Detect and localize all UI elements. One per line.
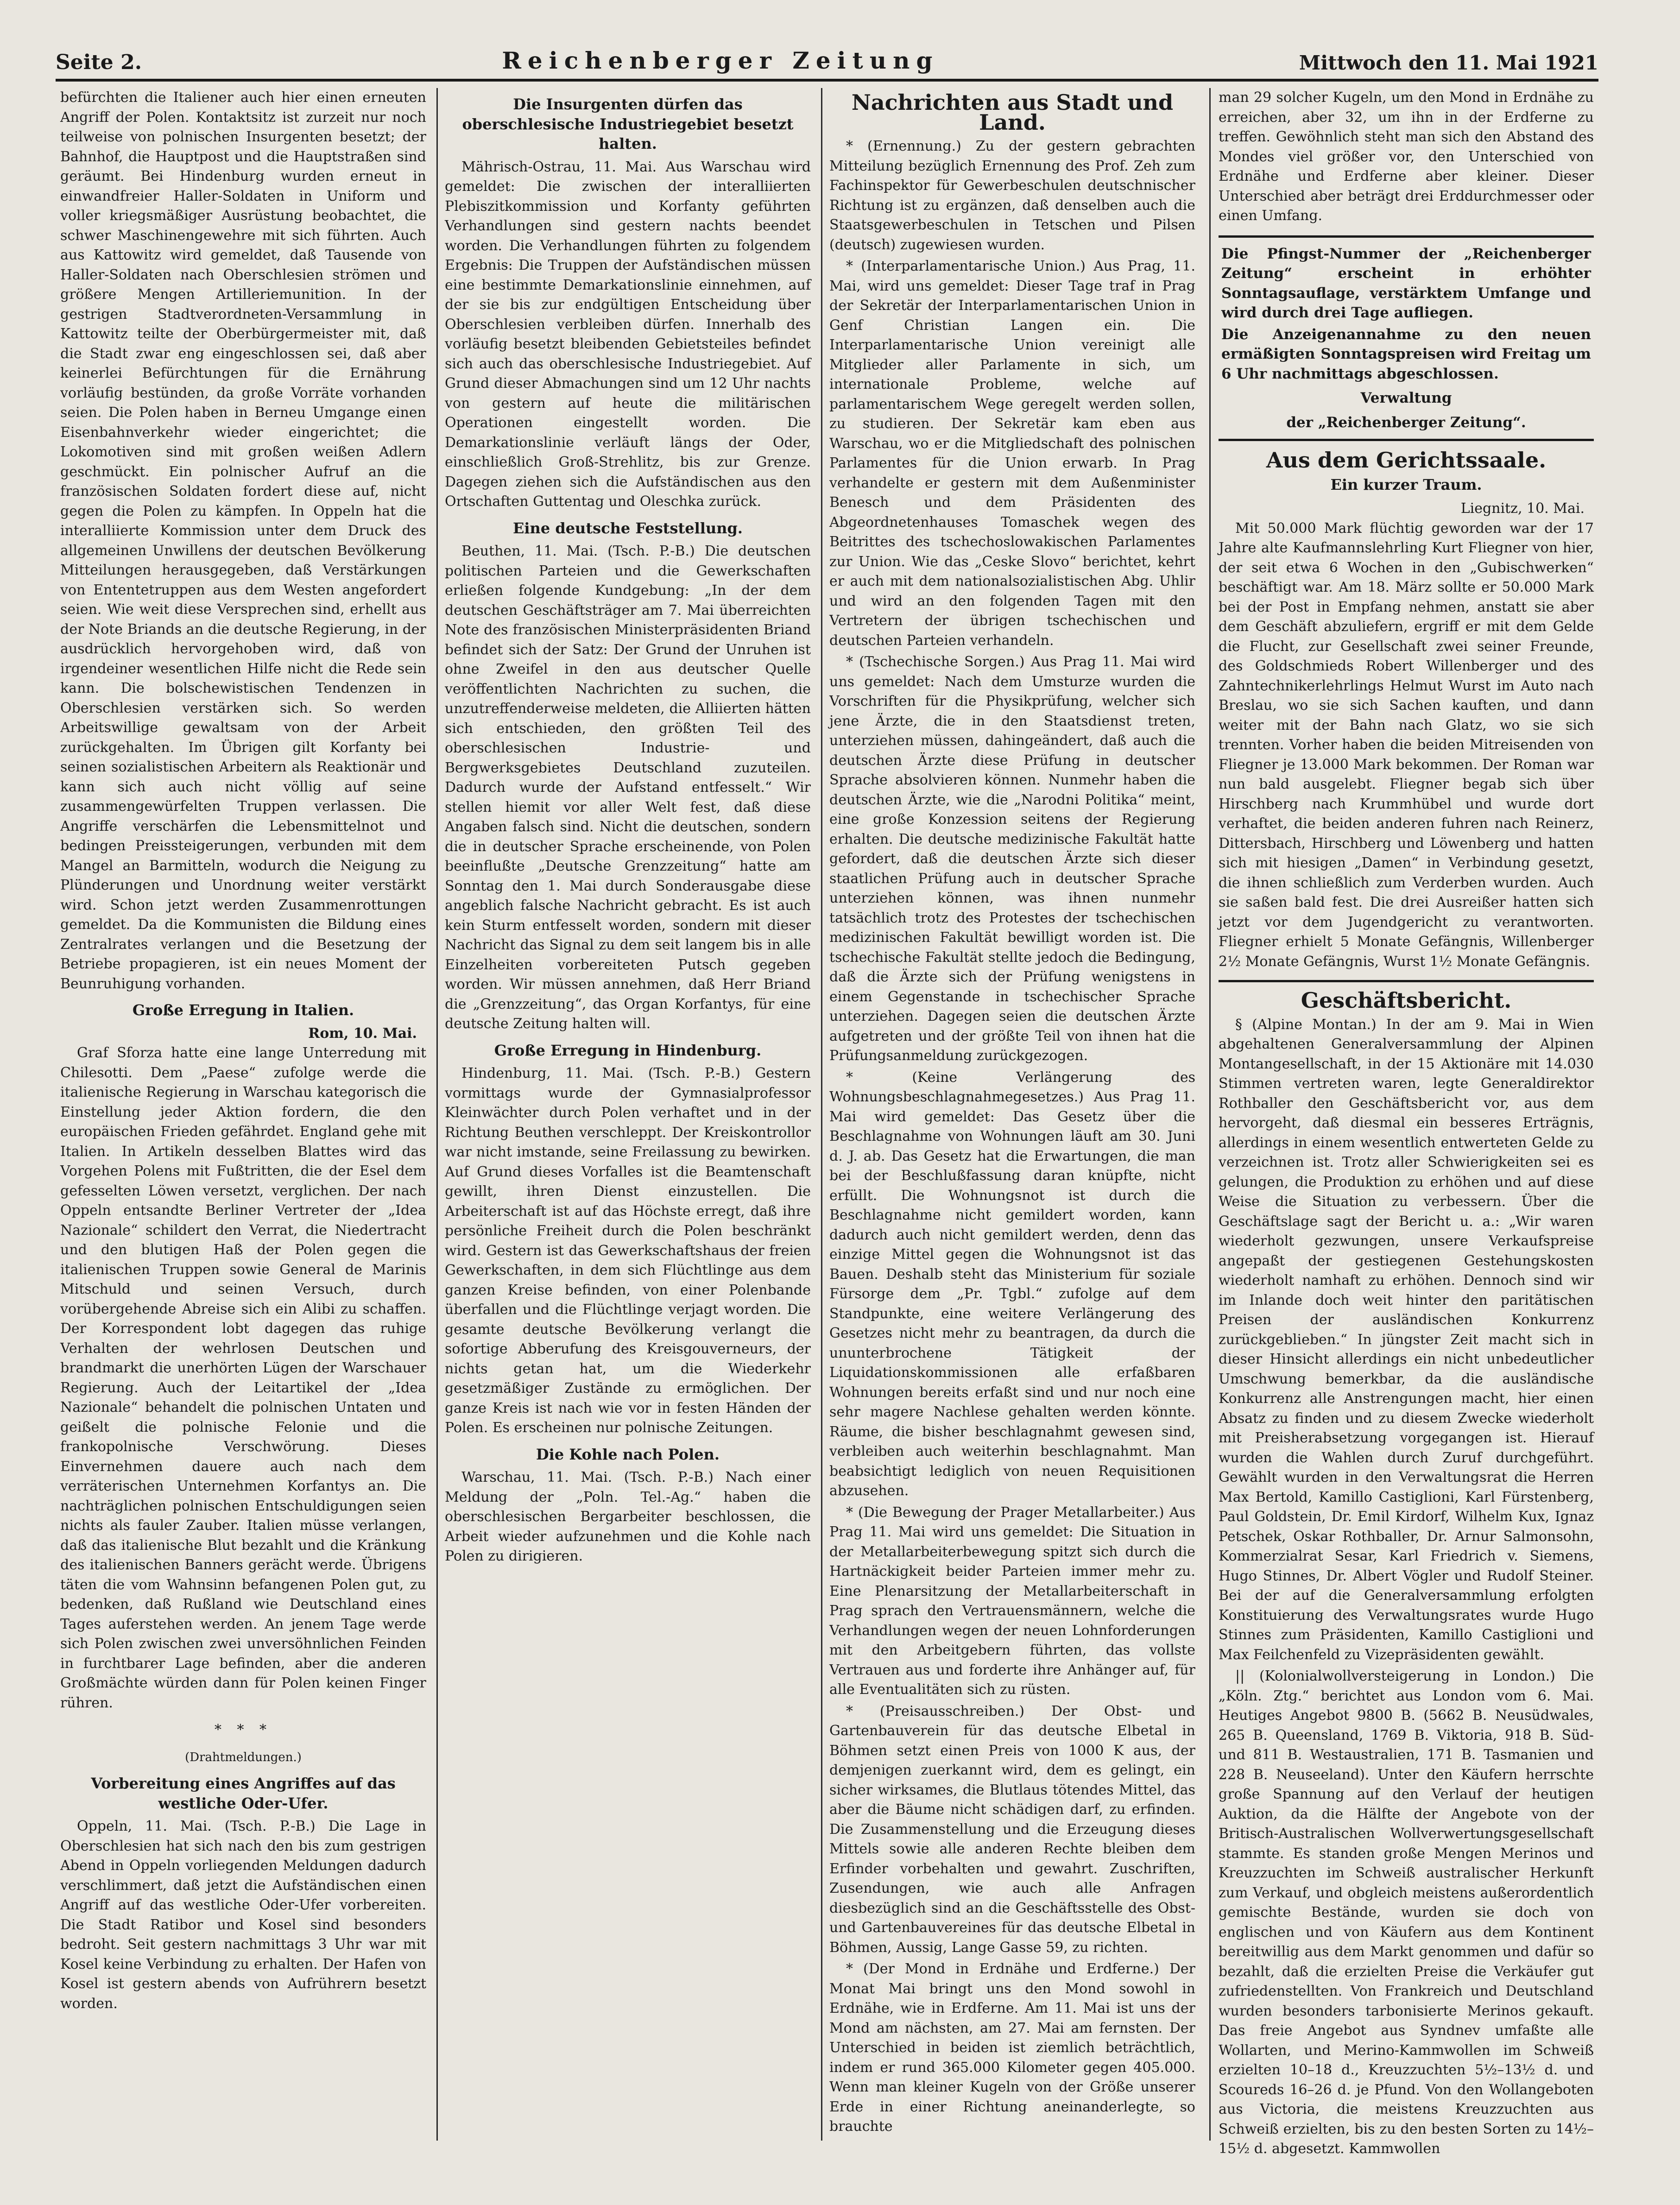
article-headline: Die Insurgenten dürfen das oberschlesische Industriegebiet besetzt halten. [462, 95, 794, 152]
article-body: Warschau, 11. Mai. (Tsch. P.-B.) Nach einer Meldung der „Poln. Tel.-Ag.“ haben die oberschlesischen Bergarbeiter beschlossen, die Arbeit wieder aufzunehmen und die Kohle nach Polen zu dirigieren. [445, 1469, 811, 1564]
section-headline: Geschäftsbericht. [1301, 988, 1512, 1013]
article-subheadline: Ein kurzer Traum. [1330, 475, 1482, 493]
column-1 [60, 88, 426, 2141]
article-headline: Eine deutsche Feststellung. [513, 519, 743, 537]
article-continuation: befürchten die Italiener auch hier einen erneuten Angriff der Polen. Kontaktsitz ist zurzeit nur noch teilweise von polnischen Insurgenten besetzt; der Bahnhof, die Hauptpost und die Hauptstraßen sind geräumt. Bei Hindenburg wurden erneut in einwandfreier Haller-Soldaten in Uniform und voller kriegsmäßiger Ausrüstung beobachtet, die schwer Maschinengewehre mit sich führten. Auch aus Kattowitz wird gemeldet, daß Tausende von Haller-Soldaten nach Oberschlesien strömen und größere Mengen Artilleriemunition. In der gestrigen Stadtverordneten-Versammlung in Kattowitz teilte der Oberbürgermeister mit, daß die Stadt zwar eng eingeschlossen sei, daß aber keinerlei Befürchtungen für die Ernährung vorläufig bestünden, da große Vorräte vorhanden seien. Die Polen haben in Berneu Umgange einen Eisenbahnverkehr wieder eingerichtet; die Lokomotiven sind mit großen weißen Adlern geschmückt. Ein polnischer Aufruf an die französischen Soldaten fordert diese auf, nicht gegen die Polen zu kämpfen. In Oppeln hat die interalliierte Kommission unter dem Druck des allgemeinen Unwillens der deutschen Bevölkerung Mitteilungen herausgegeben, daß Verstärkungen von Ententetruppen aus dem Westen angefordert seien. Wie weit diese Versprechen sind, erhellt aus der Note Briands an die deutsche Regierung, in der ausdrücklich hervorgehoben wird, daß von irgendeiner wesentlichen Hilfe nicht die Rede sein kann. Die bolschewistischen Tendenzen in Oberschlesien verstärken sich. So werden Arbeitswillige gewaltsam von der Arbeit zurückgehalten. Im Übrigen gilt Korfanty bei seinen sozialistischen Arbeitern als Reaktionär und kann sich auch nicht völlig auf seine zusammengewürfelten Truppen verlassen. Die Angriffe verschärfen die Lebensmittelnot und bedingen Preissteigerungen, verbunden mit dem Mangel an Barmitteln, wodurch die Neigung zu Plünderungen und Unordnung weiter verstärkt wird. Schon jetzt werden Zusammenrottungen gemeldet. Da die Kommunisten die Bildung eines Zentralrates verlangen und die Besetzung der Betriebe propagieren, ist ein neues Moment der Beunruhigung vorhanden. [60, 89, 426, 992]
article-body: || (Kolonialwollversteigerung in London.) Die „Köln. Ztg.“ berichtet aus London vom 6. Mai. Heutiges Angebot 9800 B. (5662 B. Neusüdwales, 265 B. Queensland, 1769 B. Viktoria, 918 B. Süd- und 811 B. Westaustralien, 171 B. Tasmanien und 228 B. Neuseeland). Unter den Käufern herrschte große Spannung auf den Verlauf der heutigen Auktion, da die Hälfte der Angebote von der Britisch-Australischen Wollverwertungsgesellschaft stammte. Es standen große Mengen Merinos und Kreuzzuchten im Schweiß australischer Herkunft zum Verkauf, und obgleich meistens außerordentlich gemischte Bestände, wurden sie doch von englischen und von Käufern aus dem Kontinent bereitwillig aus dem Markt genommen und dafür so bezahlt, daß die erzielten Preise die Verkäufer gut zufriedenstellten. Von Frankreich und Deutschland wurden besonders tarbonisierte Merinos gekauft. Das freie Angebot aus Syndnev umfaßte alle Wollarten, und Merino-Kammwollen im Schweiß erzielten 10–18 d., Kreuzzuchten 5½–13½ d. und Scoureds 16–26 d. je Pfund. Von den Wollangeboten aus Victoria, die meistens Kreuzzuchten aus Schweiß erzielten, bis zu den besten Sorten zu 14½–15½ d. abgesetzt. Kammwollen [1219, 1668, 1594, 2157]
column-divider [436, 88, 438, 2141]
publisher-notice [1219, 235, 1594, 442]
article-headline: Große Erregung in Hindenburg. [494, 1041, 762, 1059]
notice-signature: Verwaltung [1360, 390, 1452, 406]
column-3 [829, 88, 1195, 2141]
header-rule [56, 79, 1598, 82]
news-item: * (Die Bewegung der Prager Metallarbeiter.) Aus Prag 11. Mai wird uns gemeldet: Die Situation in der Metallarbeiterbewegung spitzt sich durch die Hartnäckigkeit beider Parteien immer mehr zu. Eine Plenarsitzung der Metallarbeiterschaft in Prag sprach den Vertrauensmännern, welche die Verhandlungen wegen der neuen Lohnforderungen mit den Arbeitgebern führten, das vollste Vertrauen aus und forderte ihre Anhänger auf, für alle Eventualitäten sich zu rüsten. [829, 1504, 1195, 1698]
article-headline: Große Erregung in Italien. [132, 1001, 354, 1019]
article-body: Mährisch-Ostrau, 11. Mai. Aus Warschau wird gemeldet: Die zwischen der interalliierten Plebiszitkommission und Korfanty geführten Verhandlungen sind gestern nachts beendet worden. Die Verhandlungen führten zu folgendem Ergebnis: Die Truppen der Aufständischen müssen eine bestimmte Demarkationslinie einnehmen, auf der sie bis zur endgültigen Entscheidung über Oberschlesien verbleiben dürfen. Innerhalb des vorläufig besetzt bleibenden Gebietsteiles befindet sich auch das oberschlesische Industriegebiet. Auf Grund dieser Abmachungen sind um 12 Uhr nachts von gestern auf heute die militärischen Operationen eingestellt worden. Die Demarkationslinie verläuft längs der Oder, einschließlich Groß-Strehlitz, bis zur Grenze. Dagegen ziehen sich die Aufständischen aus den Ortschaften Guttentag und Oleschka zurück. [445, 158, 811, 510]
section-headline: Nachrichten aus Stadt und Land. [851, 90, 1174, 135]
notice-text: Die Pfingst-Nummer der „Reichenberger Zeitung“ erscheint in erhöhter Sonntagsauflage, verstärktem Umfange und wird durch drei Tage aufliegen. [1221, 245, 1591, 321]
issue-date: Mittwoch den 11. Mai 1921 [1299, 51, 1598, 74]
news-item: * (Der Mond in Erdnähe und Erdferne.) Der Monat Mai bringt uns den Mond sowohl in Erdnähe, wie in Erdferne. Am 11. Mai ist uns der Mond am nächsten, am 27. Mai am fernsten. Der Unterschied in beiden ist ziemlich beträchtlich, indem er rund 365.000 Kilometer gegen 405.000. Wenn man kleiner Kugeln von der Größe unserer Erde in einer Richtung aneinanderlegte, so brauchte [829, 1961, 1195, 2135]
article-continuation: man 29 solcher Kugeln, um den Mond in Erdnähe zu erreichen, aber 32, um ihn in der Erdferne zu treffen. Gewöhnlich steht man sich den Abstand des Mondes viel größer vor, den Unterschied von Erdnähe und Erdferne aber kleiner. Dieser Unterschied aber beträgt drei Erddurchmesser oder einen Umfang. [1219, 89, 1594, 224]
article-body: Beuthen, 11. Mai. (Tsch. P.-B.) Die deutschen politischen Parteien und die Gewerkschaften erließen folgende Kundgebung: „In der dem deutschen Geschäftsträger am 7. Mai überreichten Note des französischen Ministerpräsidenten Briand befindet sich der Satz: Der Grund der Unruhen ist ohne Zweifel in den aus deutscher Quelle veröffentlichten Nachrichten zu suchen, die unzutreffenderweise meldeten, die Alliierten hätten sich entschieden, den größten Teil des oberschlesischen Industrie- und Bergwerksgebietes Deutschland zuzuteilen. Dadurch wurde der Aufstand entfesselt.“ Wir stellen hiemit vor aller Welt fest, daß diese Angaben falsch sind. Nicht die deutschen, sondern die in deutscher Sprache erscheinende, von Polen beeinflußte „Deutsche Grenzzeitung“ hatte am Sonntag den 1. Mai durch Sonderausgabe diese angeblich falsche Nachricht gebracht. Es ist auch kein Sturm entfesselt worden, sondern mit dieser Nachricht das Signal zu dem seit langem bis in alle Einzelheiten vorbereiteten Putsch gegeben worden. Wir müssen annehmen, daß Herr Briand die „Grenzzeitung“, das Organ Korfantys, für eine deutsche Zeitung halten will. [445, 543, 811, 1032]
column-divider [821, 88, 822, 2141]
section-headline: Aus dem Gerichtssaale. [1266, 448, 1547, 473]
notice-text: Die Anzeigenannahme zu den neuen ermäßigten Sonntagspreisen wird Freitag um 6 Uhr nachmittags abgeschlossen. [1221, 326, 1591, 382]
article-body: Mit 50.000 Mark flüchtig geworden war der 17 Jahre alte Kaufmannslehrling Kurt Fliegner von hier, der seit etwa 6 Wochen in den „Gubischwerken“ beschäftigt war. Am 18. März sollte er 50.000 Mark bei der Post in Empfang nehmen, anstatt sie aber dem Geschäft abzuliefern, ergriff er mit dem Gelde die Flucht, zur Gesellschaft zwei seiner Freunde, des Goldschmieds Robert Willenberger und des Zahntechnikerlehrlings Helmut Wurst im Auto nach Breslau, wo sie sich Sachen kauften, und dann weiter mit der Bahn nach Glatz, wo sie sich trennten. Vorher haben die beiden Mitreisenden von Fliegner je 13.000 Mark bekommen. Der Roman war nun bald ausgelebt. Fliegner begab sich über Hirschberg nach Krummhübel und wurde dort verhaftet, die beiden anderen fuhren nach Reinerz, Dittersbach, Hirschberg und Löwenberg und hatten sich mit hiesigen „Damen“ in Verbindung gesetzt, die ihnen schließlich zum Verderben wurden. Auch sie saßen bald fest. Die drei Ausreißer hatten sich jetzt vor dem Jugendgericht zu verantworten. Fliegner erhielt 5 Monate Gefängnis, Willenberger 2½ Monate Gefängnis, Wurst 1½ Monate Gefängnis. [1219, 520, 1594, 970]
article-body: Graf Sforza hatte eine lange Unterredung mit Chilesotti. Dem „Paese“ zufolge werde die italienische Regierung in Warschau kategorisch die Einstellung jeder Aktion fordern, die den europäischen Frieden gefährdet. England gehe mit Italien. In Artikeln desselben Blattes wird das Vorgehen Polens mit Fußtritten, die der Esel dem gefesselten Löwen versetzt, verglichen. Der nach Oppeln entsandte Berliner Vertreter der „Idea Nazionale“ schildert den Verrat, die Niedertracht und den blutigen Haß der Polen gegen die italienischen Truppen sowie General de Marinis Mitschuld und seinen Versuch, durch vorübergehende Abreise sich ein Alibi zu schaffen. Der Korrespondent lobt dagegen das ruhige Verhalten der wehrlosen Deutschen und brandmarkt die unerhörten Lügen der Warschauer Regierung. Auch der Leitartikel der „Idea Nazionale“ behandelt die polnischen Untaten und geißelt die polnische Felonie und die frankopolnische Verschwörung. Dieses Einvernehmen dauere auch nach dem verräterischen Unternehmen Korfantys an. Die nachträglichen polnischen Entschuldigungen seien nichts als fauler Zauber. Italien müsse verlangen, daß das italienische Blut bezahlt und die Kränkung des italienischen Banners gerächt werde. Übrigens täten die vom Wahnsinn befangenen Polen gut, zu bedenken, daß Rußland wie Deutschland eines Tages auferstehen werden. An jenem Tage werde sich Polen zwischen zwei unversöhnlichen Feinden in furchtbarer Lage befinden, aber die anderen Großmächte würden dann für Polen keinen Finger rühren. [60, 1045, 426, 1711]
newspaper-title: Reichenberger Zeitung [502, 47, 939, 74]
section-separator: * * * [214, 1722, 272, 1738]
notice-signature: der „Reichenberger Zeitung“. [1286, 414, 1526, 431]
page-number: Seite 2. [56, 51, 142, 74]
section-label: (Drahtmeldungen.) [185, 1750, 302, 1764]
news-item: * (Preisausschreiben.) Der Obst- und Gartenbauverein für das deutsche Elbetal in Böhmen setzt einen Preis von 1000 K aus, der demjenigen zuerkannt wird, dem es gelingt, ein sicher wirksames, die Blutlaus tötendes Mittel, das aber die Bäume nicht schädigen darf, zu erfinden. Die Zusammenstellung und die Erzeugung dieses Mittels sowie alle anderen Rechte bleiben dem Erfinder vorbehalten und gewahrt. Zuschriften, Zusendungen, wie auch alle Anfragen diesbezüglich sind an die Geschäftsstelle des Obst- und Gartenbauvereines für das deutsche Elbetal in Böhmen, Aussig, Lange Gasse 59, zu richten. [829, 1703, 1195, 1956]
article-body: § (Alpine Montan.) In der am 9. Mai in Wien abgehaltenen Generalversammlung der Alpinen Montangesellschaft, in der 15 Aktionäre mit 14.030 Stimmen vertreten waren, legte Generaldirektor Rothballer den Geschäftsbericht vor, aus dem hervorgeht, daß diesmal ein besseres Erträgnis, allerdings in einem wesentlich entwerteten Gelde zu verzeichnen ist. Trotz aller Schwierigkeiten sei es gelungen, die Produktion zu erhöhen und auf diese Weise die Situation zu verbessern. Über die Geschäftslage sagt der Bericht u. a.: „Wir waren wiederholt gezwungen, unsere Verkaufspreise angepaßt der gestiegenen Gestehungskosten wiederholt namhaft zu erhöhen. Dennoch sind wir im Inlande doch weit hinter den paritätischen Preisen der ausländischen Konkurrenz zurückgeblieben.“ In jüngster Zeit macht sich in dieser Hinsicht allerdings ein nicht unbedeutlicher Umschwung bemerkbar, da die ausländische Konkurrenz alle Anstrengungen macht, hier einen Absatz zu finden und zu diesem Zwecke wiederholt mit Preisherabsetzung vorgegangen ist. Hierauf wurden die Wahlen durch Zuruf durchgeführt. Gewählt wurden in den Verwaltungsrat die Herren Max Bertold, Kamillo Castiglioni, Karl Fürstenberg, Paul Goldstein, Dr. Emil Kirdorf, Wilhelm Kux, Ignaz Petschek, Oskar Rothballer, Dr. Arnur Salmonsohn, Kommerzialrat Sesar, Karl Friedrich v. Siemens, Hugo Stinnes, Dr. Albert Vögler und Rudolf Steiner. Bei der auf die Generalversammlung erfolgten Konstituierung des Verwaltungsrates wurde Hugo Stinnes zum Präsidenten, Kamillo Castiglioni und Max Feilchenfeld zu Vizepräsidenten gewählt. [1219, 1016, 1594, 1663]
masthead [56, 42, 1598, 74]
news-item: * (Ernennung.) Zu der gestern gebrachten Mitteilung bezüglich Ernennung des Prof. Zeh zum Fachinspektor für Gewerbeschulen deutschnischer Richtung ist zu ergänzen, daß denselben auch die Staatsgewerbeschulen in Tetschen und Pilsen (deutsch) zugewiesen wurden. [829, 138, 1195, 253]
section-rule [1219, 980, 1594, 982]
article-body: Oppeln, 11. Mai. (Tsch. P.-B.) Die Lage in Oberschlesien hat sich nach den bis zum gestrigen Abend in Oppeln vorliegenden Meldungen dadurch verschlimmert, daß jetzt die Aufständischen einen Angriff auf das westliche Oder-Ufer vorbereiten. Die Stadt Ratibor und Kosel sind besonders bedroht. Seit gestern nachmittags 3 Uhr war mit Kosel keine Verbindung zu erhalten. Der Hafen von Kosel ist gestern abends von Aufrührern besetzt worden. [60, 1818, 426, 2012]
column-4 [1219, 88, 1594, 2157]
article-body: Hindenburg, 11. Mai. (Tsch. P.-B.) Gestern vormittags wurde der Gymnasialprofessor Kleinwächter durch Polen verhaftet und in der Richtung Beuthen verschleppt. Der Kreiskontrollor war nicht imstande, seine Freilassung zu bewirken. Auf Grund dieses Vorfalles ist die Beamtenschaft gewillt, ihren Dienst einzustellen. Die Arbeiterschaft ist auf das Höchste erregt, daß ihre persönliche Freiheit durch die Polen beschränkt wird. Gestern ist das Gewerkschaftshaus der freien Gewerkschaften, in dem sich Flüchtlinge aus dem ganzen Kreise befinden, von einer Polenbande überfallen und die Flüchtlinge verjagt worden. Die gesamte deutsche Bevölkerung verlangt die sofortige Abberufung des Kreisgouverneurs, der nichts getan hat, um die Wiederkehr gesetzmäßiger Zustände zu ermöglichen. Der ganze Kreis ist nach wie vor in festen Händen der Polen. Es erscheinen nur polnische Zeitungen. [445, 1065, 811, 1436]
column-2 [445, 88, 811, 2141]
dateline: Rom, 10. Mai. [308, 1025, 417, 1042]
column-divider [1209, 88, 1211, 2141]
news-item: * (Tschechische Sorgen.) Aus Prag 11. Mai wird uns gemeldet: Nach dem Umsturze wurden die Vorschriften für die Physikprüfung, welcher sich jene Ärzte, die in den Staatsdienst treten, unterziehen müssen, dahingeändert, daß auch die deutschen Ärzte diese Prüfung in deutscher Sprache absolvieren können. Nunmehr haben die deutschen Ärzte, wie die „Narodni Politika“ meint, eine große Konzession seitens der Regierung erhalten. Die deutsche medizinische Fakultät hatte gefordert, daß die deutschen Ärzte sich dieser staatlichen Prüfung auch in deutscher Sprache unterziehen können, was ihnen nunmehr tatsächlich trotz des Protestes der tschechischen medizinischen Fakultät bewilligt worden ist. Die tschechische Fakultät stellte jedoch die Bedingung, daß die Ärzte sich der Prüfung wenigstens in einem Gegenstande in tschechischer Sprache unterziehen. Dagegen seien die deutschen Ärzte aufgetreten und der größte Teil von ihnen hat die Prüfungsanmeldung zurückgezogen. [829, 654, 1195, 1064]
news-item: * (Interparlamentarische Union.) Aus Prag, 11. Mai, wird uns gemeldet: Dieser Tage traf in Prag der Sekretär der Interparlamentarischen Union in Genf Christian Langen ein. Die Interparlamentarische Union vereinigt alle Mitglieder aller Parlamente in sich, um internationale Probleme, welche auf parlamentarischem Wege geregelt werden sollen, zu studieren. Der Sekretär kam eben aus Warschau, wo er die Mitgliedschaft des polnischen Parlamentes für die Union erwarb. In Prag verhandelte er gestern mit dem Außenminister Benesch und dem Präsidenten des Abgeordnetenhauses Tomaschek wegen des Beitrittes des tschechoslowakischen Parlamentes zur Union. Wie das „Ceske Slovo“ berichtet, kehrt er auch mit dem nationalsozialistischen Abg. Uhlir und wird an den folgenden Tagen mit den Vertretern der übrigen tschechischen und deutschen Parteien verhandeln. [829, 258, 1195, 649]
article-headline: Die Kohle nach Polen. [536, 1445, 720, 1463]
article-headline: Vorbereitung eines Angriffes auf das westliche Oder-Ufer. [91, 1775, 396, 1812]
dateline: Liegnitz, 10. Mai. [1460, 500, 1585, 517]
news-item: * (Keine Verlängerung des Wohnungsbeschlagnahmegesetzes.) Aus Prag 11. Mai wird gemeldet: Das Gesetz über die Beschlagnahme von Wohnungen läuft am 30. Juni d. J. ab. Das Gesetz hat die Erwartungen, die man bei der Beschlußfassung daran knüpfte, nicht erfüllt. Die Wohnungsnot ist durch die Beschlagnahme nicht gemildert worden, kann dadurch auch nicht gemildert werden, denn das einzige Mittel gegen die Wohnungsnot ist das Bauen. Deshalb steht das Ministerium für soziale Fürsorge dem „Pr. Tgbl.“ zufolge auf dem Standpunkte, eine weitere Verlängerung des Gesetzes nicht mehr zu beantragen, da durch die ununterbrochene Tätigkeit der Liquidationskommissionen alle erfaßbaren Wohnungen bereits erfaßt sind und nur noch eine sehr magere Nachlese gehalten werden könnte. Räume, die bisher beschlagnahmt gewesen sind, verbleiben auch weiterhin beschlagnahmt. Man beabsichtigt lediglich von neuen Requisitionen abzusehen. [829, 1069, 1195, 1499]
